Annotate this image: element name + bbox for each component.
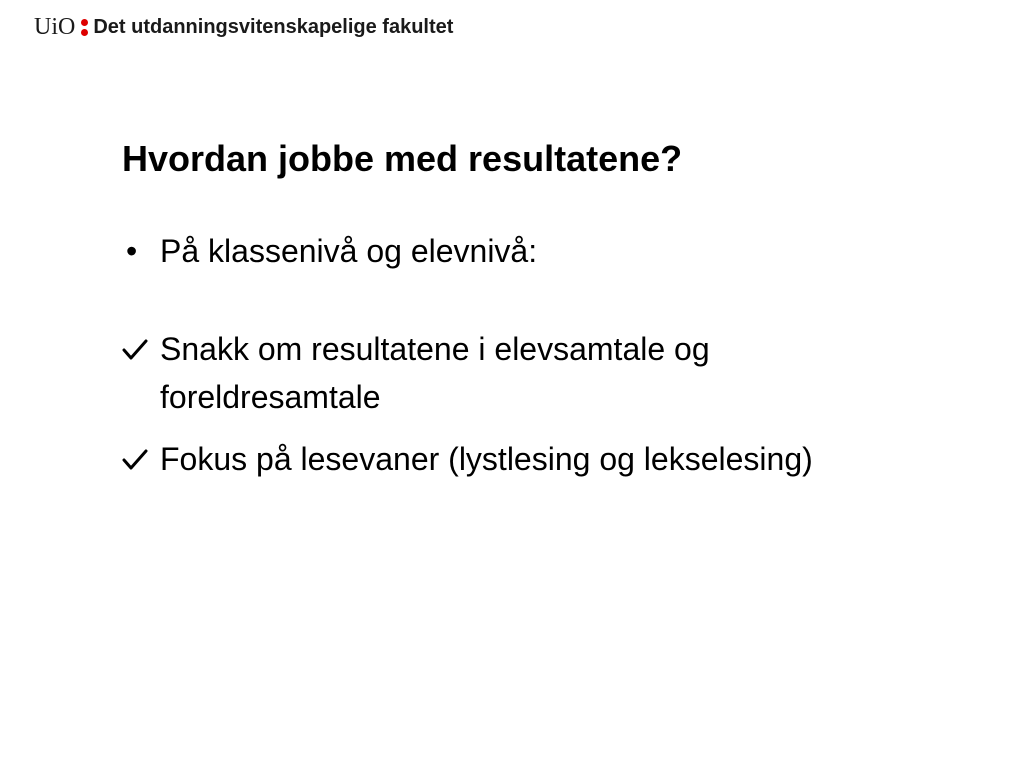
faculty-name: Det utdanningsvitenskapelige fakultet: [93, 16, 454, 38]
checkmark-icon: [122, 325, 154, 361]
slide-content: [122, 227, 882, 497]
logo-dot-bottom: [81, 29, 88, 36]
logo-dot-top: [81, 19, 88, 26]
spacer: [122, 275, 882, 325]
checklist-item: [122, 325, 882, 421]
bullet-item: [122, 227, 882, 275]
bullet-icon: •: [126, 233, 138, 269]
checkmark-icon: [122, 435, 154, 471]
checklist-item-text: Fokus på lesevaner (lystlesing og lekselesing): [160, 441, 813, 477]
header: [34, 13, 453, 41]
bullet-text: På klassenivå og elevnivå:: [160, 233, 538, 269]
uio-logo-dots-icon: [81, 13, 88, 41]
checklist-item: [122, 435, 882, 483]
checklist-item-text: Snakk om resultatene i elevsamtale og foreldresamtale: [160, 331, 710, 415]
uio-logo-text: UiO: [34, 14, 76, 40]
slide-title: Hvordan jobbe med resultatene?: [122, 138, 683, 179]
